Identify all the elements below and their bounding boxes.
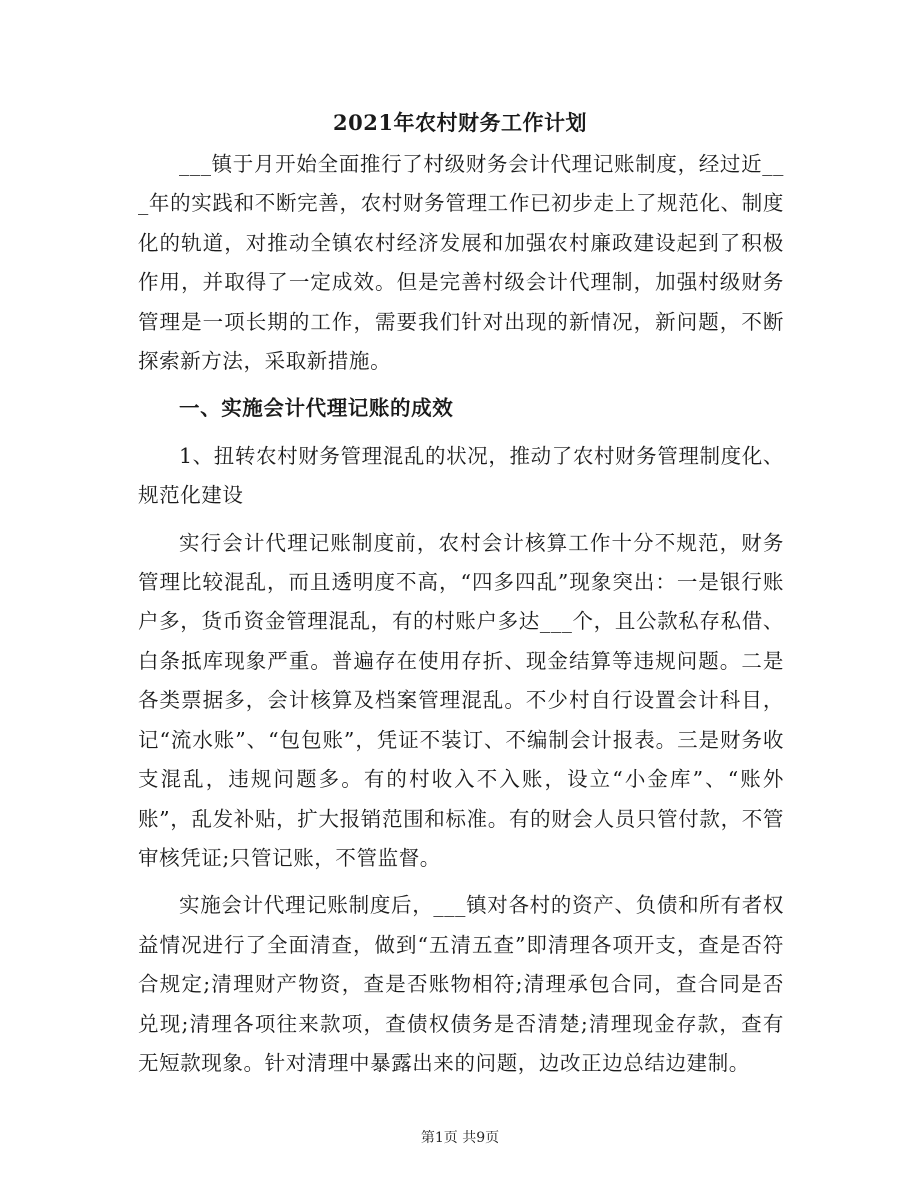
section-heading: 一、实施会计代理记账的成效 — [179, 396, 454, 421]
body-paragraph-before: 实行会计代理记账制度前，农村会计核算工作十分不规范，财务管理比较混乱，而且透明度不高，“四多四乱”现象突出：一是银行账户多，货币资金管理混乱，有的村账户多达___个，且公款私存私借、白条抵库现象严重。普遍存在使用存折、现金结算等违规问题。二是各类票据多，会计核算及档案管理混乱。不少村自行设置会计科目，记“流水账”、“包包账”，凭证不装订、不编制会计报表。三是财务收支混乱，违规问题多。有的村收入不入账，设立“小金库”、“账外账”，乱发补贴，扩大报销范围和标准。有的财会人员只管付款，不管审核凭证;只管记账，不管监督。 — [138, 530, 784, 870]
subsection-heading: 1、扭转农村财务管理混乱的状况，推动了农村财务管理制度化、规范化建设 — [138, 443, 784, 508]
document-body — [138, 145, 784, 1083]
document-title: 2021年农村财务工作计划 — [333, 110, 587, 135]
page-indicator: 第1页 共9页 — [420, 1130, 500, 1146]
intro-paragraph: ___镇于月开始全面推行了村级财务会计代理记账制度，经过近___年的实践和不断完善，农村财务管理工作已初步走上了规范化、制度化的轨道，对推动全镇农村经济发展和加强农村廉政建设起到了积极作用，并取得了一定成效。但是完善村级会计代理制，加强村级财务管理是一项长期的工作，需要我们针对出现的新情况，新问题，不断探索新方法，采取新措施。 — [138, 152, 784, 374]
body-paragraph-after: 实施会计代理记账制度后，___镇对各村的资产、负债和所有者权益情况进行了全面清查，做到“五清五查”即清理各项开支，查是否符合规定;清理财产物资，查是否账物相符;清理承包合同，查合同是否兑现;清理各项往来款项，查债权债务是否清楚;清理现金存款，查有无短款现象。针对清理中暴露出来的问题，边改正边总结边建制。 — [138, 893, 784, 1075]
